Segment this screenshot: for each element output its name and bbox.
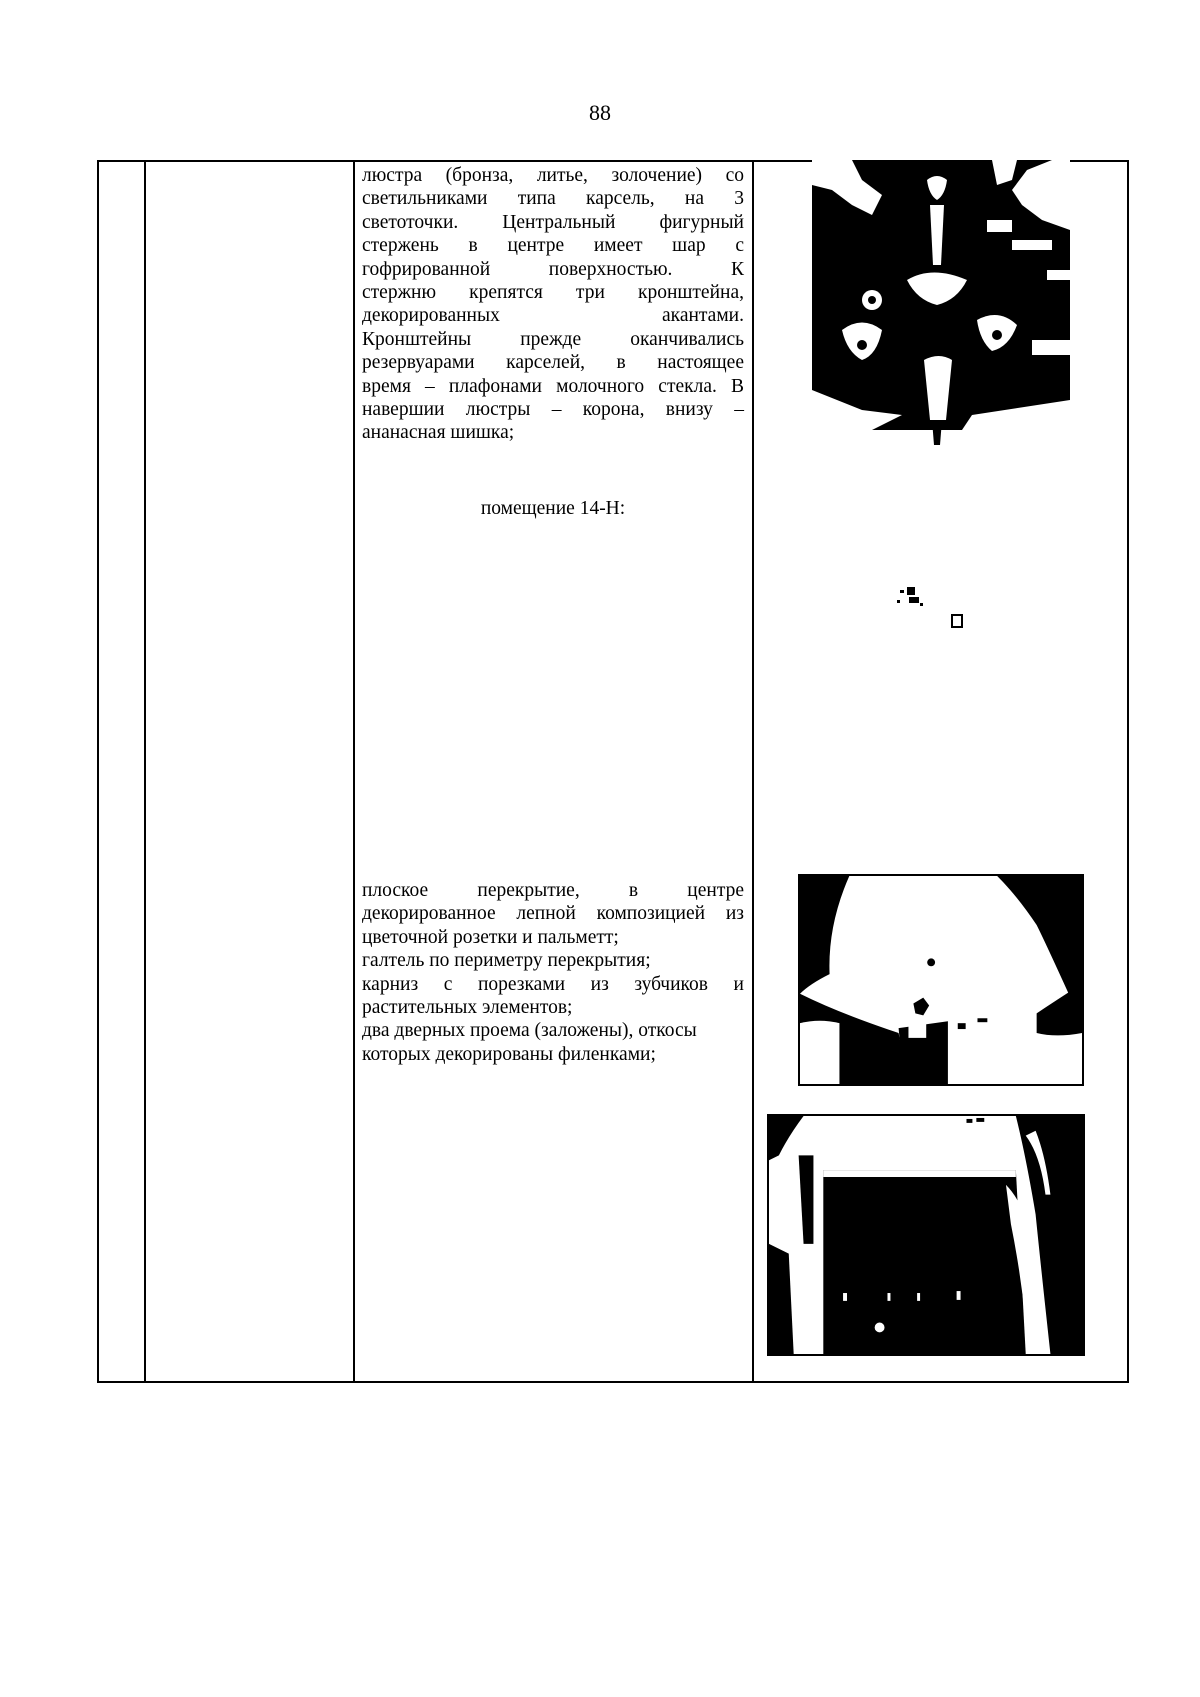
- doorway-photo: [767, 1114, 1085, 1356]
- text-line: стержень в центре имеет шар с: [362, 235, 744, 257]
- text-line: навершии люстры – корона, внизу –: [362, 399, 744, 421]
- text-line: гофрированной поверхностью. К: [362, 258, 744, 280]
- text-line: два дверных проема (заложены), откосы: [362, 1020, 697, 1042]
- ceiling-photo: [798, 874, 1084, 1086]
- text-line: светильниками типа карсель, на 3: [362, 188, 744, 210]
- text-line: цветочной розетки и пальметт;: [362, 926, 619, 948]
- column-divider: [752, 162, 754, 1381]
- scan-specks: [895, 585, 995, 635]
- doorway-image: [769, 1116, 1083, 1354]
- text-line: стержню крепятся три кронштейна,: [362, 282, 744, 304]
- chandelier-photo: [812, 160, 1070, 462]
- column-divider: [144, 162, 146, 1381]
- text-line: люстра (бронза, литье, золочение) со: [362, 165, 744, 186]
- text-line: декорированное лепной композицией из: [362, 903, 744, 925]
- ceiling-image: [800, 876, 1082, 1084]
- chandelier-description: [362, 164, 744, 445]
- room-heading: помещение 14-Н:: [480, 498, 626, 519]
- text-line: которых декорированы филенками;: [362, 1043, 656, 1065]
- text-line: Кронштейны прежде оканчивались: [362, 328, 744, 350]
- page-number: 88: [589, 100, 611, 125]
- text-line: карниз с порезками из зубчиков и: [362, 973, 744, 995]
- column-divider: [353, 162, 355, 1381]
- chandelier-image: [812, 160, 1070, 462]
- text-line: галтель по периметру перекрытия;: [362, 950, 651, 972]
- text-line: декорированных акантами.: [362, 305, 744, 327]
- text-line: плоское перекрытие, в центре: [362, 880, 744, 901]
- text-line: ананасная шишка;: [362, 422, 515, 444]
- room-description: [362, 879, 744, 1066]
- text-line: резервуарами карселей, в настоящее: [362, 352, 744, 374]
- text-line: растительных элементов;: [362, 997, 573, 1019]
- text-line: время – плафонами молочного стекла. В: [362, 375, 744, 397]
- text-line: светоточки. Центральный фигурный: [362, 211, 744, 233]
